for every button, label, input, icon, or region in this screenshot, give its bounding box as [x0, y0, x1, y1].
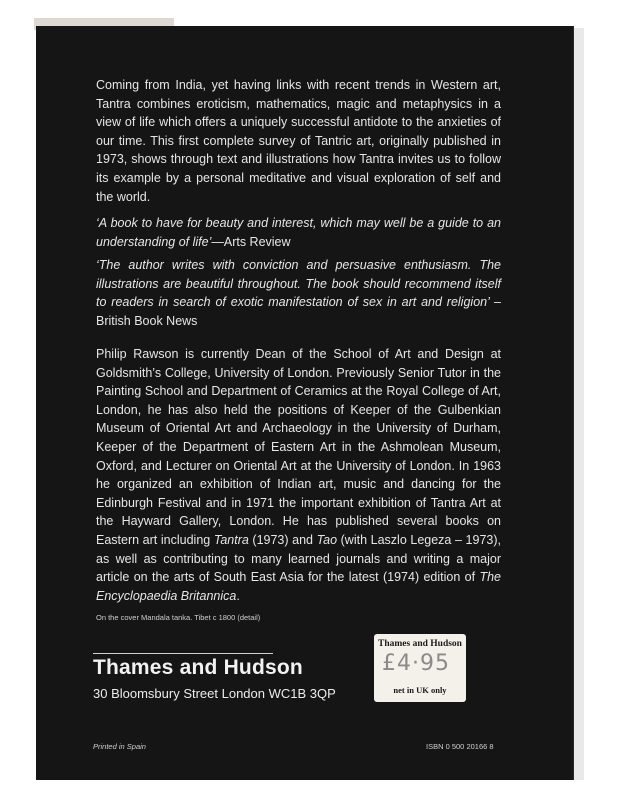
publisher-rule: [93, 653, 273, 654]
bio-text: .: [236, 588, 240, 603]
bio-text: Philip Rawson is currently Dean of the School of Art and Design at Goldsmith’s College, University of London. Previously Senior Tutor in the Painting School and Department of Ceramics at the Royal College of Art, London, he has also held the positions of Keeper of the Gulbenkian Museum of Oriental Art and Archaeology in the University of Durham, Keeper of the Department of Eastern Art in the Ashmolean Museum, Oxford, and Lecturer on Oriental Art at the University of London. In 1963 he organized an exhibition of Indian art, music and dancing for the Edinburgh Festival and in 1971 the important exhibition of Tantra Art at the Hayward Gallery, London. He has published several books on Eastern art including: [96, 347, 501, 547]
back-cover: [36, 26, 573, 780]
publisher-address: 30 Bloomsbury Street London WC1B 3QP: [93, 686, 336, 701]
review-source: British Book News: [96, 313, 198, 328]
cover-credit: On the cover Mandala tanka. Tibet c 1800 (detail): [96, 613, 261, 622]
review-source: Arts Review: [223, 234, 291, 249]
bio-book-title: Tantra: [213, 532, 249, 547]
bio-text: (with Laszlo Legeza – 1973), as well as contributing to many learned journals and writing a major article on the arts of South East Asia for the latest (1974) edition of: [96, 532, 501, 585]
blurb-paragraph: Coming from India, yet having links with recent trends in Western art, Tantra combines eroticism, mathematics, magic and metaphysics in a view of life which offers a uniquely successful antidote to the anxieties of our time. This first complete survey of Tantric art, originally published in 1973, shows through text and illustrations how Tantra invites us to follow its example by a personal meditative and visual exploration of self and the world.: [96, 78, 501, 204]
publisher-name: Thames and Hudson: [93, 656, 303, 679]
isbn: ISBN 0 500 20166 8: [426, 742, 494, 751]
review-quote-1: [96, 214, 501, 251]
author-bio: [96, 345, 501, 605]
bio-book-title: The Encyclopaedia Britannica: [96, 570, 501, 603]
review-quote-text: ‘A book to have for beauty and interest, which may well be a guide to an understanding of life’—: [96, 216, 501, 249]
bio-text: (1973) and: [248, 532, 317, 547]
sticker-publisher: Thames and Hudson: [378, 639, 462, 649]
printed-in: Printed in Spain: [93, 742, 146, 751]
review-quote-text: ‘The author writes with conviction and persuasive enthusiasm. The illustrations are beautiful throughout. The book should recommend itself to readers in search of exotic manifestation of sex in art and religion’ –: [96, 258, 501, 310]
review-quote-2: [96, 256, 501, 330]
sticker-note: net in UK only: [393, 685, 447, 695]
price-sticker: [374, 634, 466, 702]
bio-book-title: Tao: [316, 532, 338, 547]
sticker-price: £4·95: [382, 651, 450, 676]
